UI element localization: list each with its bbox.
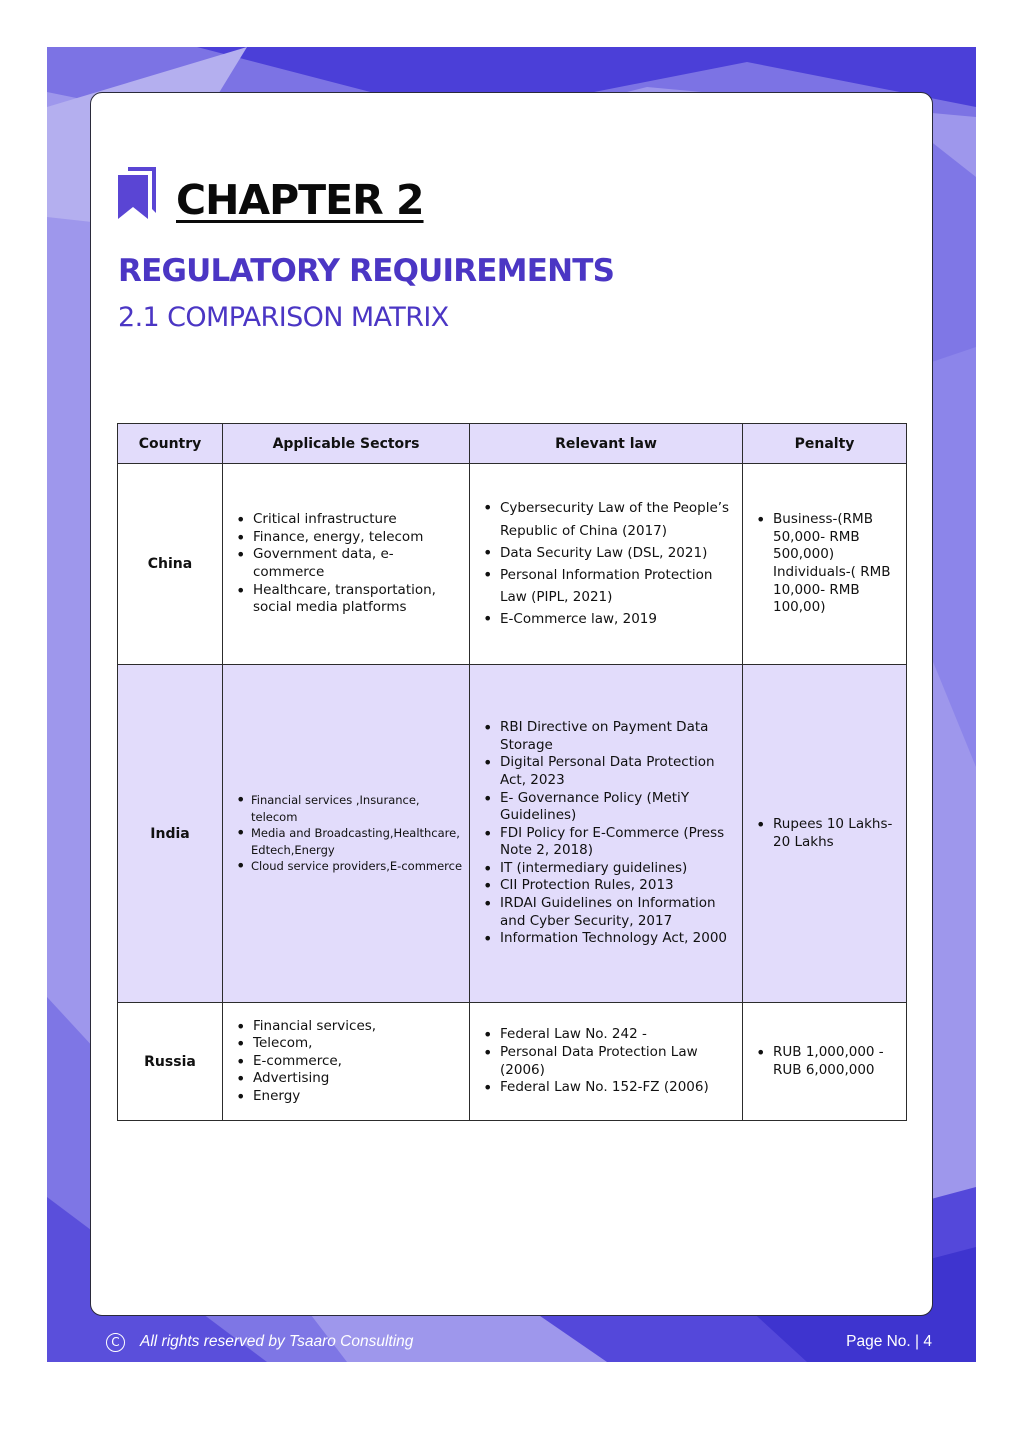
country-cell: Russia bbox=[118, 1003, 223, 1121]
bookmark-icon bbox=[116, 165, 158, 221]
list-item: • Advertising bbox=[223, 1070, 469, 1088]
list-item: • FDI Policy for E-Commerce (Press Note 2, 2018) bbox=[470, 825, 742, 860]
list-item: • Healthcare, transportation, social media platforms bbox=[223, 582, 469, 617]
list-item: • E- Governance Policy (MetiY Guidelines) bbox=[470, 790, 742, 825]
penalty-cell bbox=[743, 1003, 907, 1121]
laws-cell bbox=[470, 665, 743, 1003]
list-item: • Government data, e-commerce bbox=[223, 546, 469, 581]
column-header-sectors: Applicable Sectors bbox=[223, 424, 470, 464]
list-item: • Digital Personal Data Protection Act, 2023 bbox=[470, 754, 742, 789]
sectors-list bbox=[223, 511, 469, 617]
column-header-penalty: Penalty bbox=[743, 424, 907, 464]
sectors-cell bbox=[223, 464, 470, 665]
list-item: • IRDAI Guidelines on Information and Cyber Security, 2017 bbox=[470, 895, 742, 930]
penalty-list bbox=[743, 816, 906, 851]
copyright-icon: C bbox=[106, 1333, 125, 1352]
table-row-india bbox=[118, 665, 907, 1003]
subsection-title: 2.1 COMPARISON MATRIX bbox=[118, 302, 449, 333]
sectors-cell bbox=[223, 665, 470, 1003]
list-item: • Media and Broadcasting,Healthcare,Edtech,Energy bbox=[223, 825, 469, 858]
list-item: • Federal Law No. 242 - bbox=[470, 1026, 742, 1044]
list-item: • Cloud service providers,E-commerce bbox=[223, 858, 469, 874]
list-item: • Financial services ,Insurance, telecom bbox=[223, 792, 469, 825]
list-item: • Energy bbox=[223, 1088, 469, 1106]
list-item: • Personal Information Protection Law (PIPL, 2021) bbox=[470, 564, 742, 608]
penalty-cell bbox=[743, 464, 907, 665]
sectors-cell bbox=[223, 1003, 470, 1121]
comparison-matrix-table bbox=[117, 423, 907, 1121]
list-item: • Telecom, bbox=[223, 1035, 469, 1053]
list-item: • Personal Data Protection Law (2006) bbox=[470, 1044, 742, 1079]
column-header-law: Relevant law bbox=[470, 424, 743, 464]
list-item: • Financial services, bbox=[223, 1018, 469, 1036]
footer-copyright-text: All rights reserved by Tsaaro Consulting bbox=[140, 1333, 414, 1350]
list-item: • E-commerce, bbox=[223, 1053, 469, 1071]
column-header-country: Country bbox=[118, 424, 223, 464]
list-item: • Critical infrastructure bbox=[223, 511, 469, 529]
list-item: • Federal Law No. 152-FZ (2006) bbox=[470, 1079, 742, 1097]
list-item: • Business-(RMB 50,000- RMB 500,000) Individuals-( RMB 10,000- RMB 100,00) bbox=[743, 511, 906, 617]
laws-list bbox=[470, 497, 742, 630]
list-item: • Data Security Law (DSL, 2021) bbox=[470, 542, 742, 564]
laws-cell bbox=[470, 464, 743, 665]
penalty-cell bbox=[743, 665, 907, 1003]
country-cell: India bbox=[118, 665, 223, 1003]
sectors-list bbox=[223, 1018, 469, 1106]
laws-list bbox=[470, 719, 742, 948]
list-item: • Cybersecurity Law of the People’s Republic of China (2017) bbox=[470, 497, 742, 541]
penalty-list bbox=[743, 511, 906, 617]
laws-list bbox=[470, 1026, 742, 1096]
table-row-russia bbox=[118, 1003, 907, 1121]
laws-cell bbox=[470, 1003, 743, 1121]
country-cell: China bbox=[118, 464, 223, 665]
penalty-list bbox=[743, 1044, 906, 1079]
sectors-list bbox=[223, 792, 469, 874]
list-item: • E-Commerce law, 2019 bbox=[470, 608, 742, 630]
list-item: • Finance, energy, telecom bbox=[223, 529, 469, 547]
list-item: • RUB 1,000,000 - RUB 6,000,000 bbox=[743, 1044, 906, 1079]
table-header-row bbox=[118, 424, 907, 464]
table-row-china bbox=[118, 464, 907, 665]
list-item: • RBI Directive on Payment Data Storage bbox=[470, 719, 742, 754]
section-title: REGULATORY REQUIREMENTS bbox=[118, 253, 615, 289]
list-item: • CII Protection Rules, 2013 bbox=[470, 877, 742, 895]
list-item: • Information Technology Act, 2000 bbox=[470, 930, 742, 948]
chapter-title: CHAPTER 2 bbox=[176, 176, 424, 224]
list-item: • Rupees 10 Lakhs-20 Lakhs bbox=[743, 816, 906, 851]
list-item: • IT (intermediary guidelines) bbox=[470, 860, 742, 878]
page-number: Page No. | 4 bbox=[846, 1333, 932, 1350]
